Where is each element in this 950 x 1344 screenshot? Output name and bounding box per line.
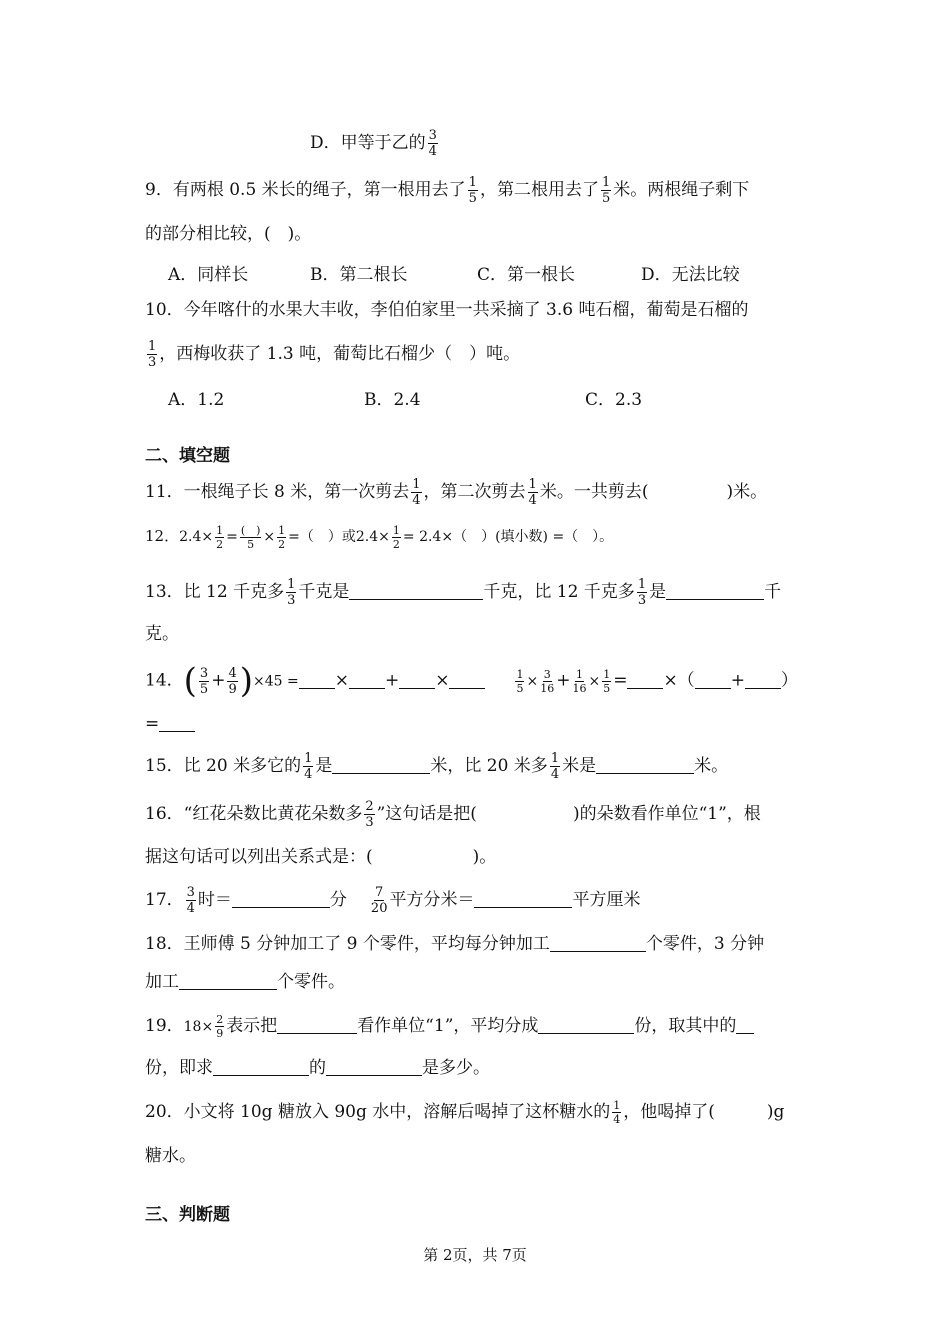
- q19-line1: 19．18× $\frac{2}{9}$ 表示把 看作单位“1”，平均分成 份，取其中的: [145, 1014, 810, 1039]
- fraction: $\frac{3}{4}$: [428, 128, 437, 159]
- answer-blank[interactable]: [449, 670, 485, 689]
- answer-blank[interactable]: [695, 670, 731, 689]
- answer-blank[interactable]: [399, 670, 435, 689]
- answer-blank[interactable]: [349, 581, 483, 600]
- answer-blank[interactable]: [179, 971, 277, 990]
- q10-line2: $\frac{1}{3}$ ，西梅收获了 1.3 吨，葡萄比石榴少（ ）吨。: [148, 339, 521, 370]
- q9-option-c: C．第一根长: [477, 265, 576, 285]
- answer-blank[interactable]: [666, 581, 764, 600]
- q16-line1: 16．“红花朵数比黄花朵数多 $\frac{2}{3}$ ”这句话是把( )的朵数看作单位“1”，根: [145, 799, 761, 830]
- q15: 15．比 20 米多它的 $\frac{1}{4}$ 是 米，比 20 米多 $\frac{1}{4}$ 米是 米。: [145, 751, 729, 782]
- q12: 12．2.4× $\frac{1}{2}$ = ( ) 5 × $\frac{1}{2}$ =（ ）或2.4× $\frac{1}{2}$ = 2.4×（ ）(填小数) =（ ）。: [145, 523, 614, 551]
- answer-blank[interactable]: [332, 755, 430, 774]
- q19-line2: 份，即求 的 是多少。: [145, 1058, 490, 1078]
- fraction: $\frac{1}{2}$: [392, 523, 400, 551]
- answer-blank[interactable]: [596, 755, 694, 774]
- fraction: $\frac{2}{3}$: [365, 799, 374, 830]
- q14-line1: 14．( $\frac{3}{5}$ + $\frac{4}{9}$ )×45 = × + × $\frac{1}{5}$ × $\frac{3}{16}$ + $\frac{1}{16}$ × $\frac{1}{5}$ = ×（ + ）: [145, 661, 798, 701]
- q8-option-d: D．甲等于乙的 $\frac{3}{4}$: [310, 128, 437, 159]
- answer-blank[interactable]: [474, 889, 572, 908]
- q14-line2: =: [145, 712, 810, 736]
- answer-blank[interactable]: [213, 1057, 309, 1076]
- fraction: $\frac{1}{3}$: [637, 577, 647, 608]
- answer-blank[interactable]: [736, 1015, 754, 1034]
- left-paren: (: [183, 661, 197, 701]
- fraction: $\frac{1}{4}$: [412, 477, 421, 508]
- fraction: $\frac{3}{5}$: [199, 665, 209, 697]
- q11: 11．一根绳子长 8 米，第一次剪去 $\frac{1}{4}$ ，第二次剪去 $\frac{1}{4}$ 米。一共剪去( )米。: [145, 477, 768, 508]
- answer-blank[interactable]: [550, 933, 646, 952]
- answer-blank[interactable]: [232, 889, 330, 908]
- right-paren: ): [239, 661, 253, 701]
- answer-blank[interactable]: [538, 1015, 634, 1034]
- page-footer: 第 2页，共 7页: [423, 1246, 527, 1264]
- q20-line2: 糖水。: [145, 1146, 196, 1166]
- q9-option-b: B．第二根长: [310, 265, 408, 285]
- q17: 17． $\frac{3}{4}$ 时＝ 分 $\frac{7}{20}$ 平方分米＝ 平方厘米: [145, 885, 641, 916]
- answer-blank[interactable]: [745, 670, 781, 689]
- fraction: $\frac{1}{4}$: [550, 751, 560, 782]
- q10-option-c: C．2.3: [585, 390, 643, 410]
- q10-option-b: B．2.4: [364, 390, 421, 410]
- q10-option-a: A．1.2: [168, 390, 225, 410]
- fraction: $\frac{1}{3}$: [287, 577, 296, 608]
- fraction: $\frac{1}{5}$: [601, 175, 611, 206]
- q20-line1: 20．小文将 10g 糖放入 90g 水中，溶解后喝掉了这杯糖水的 $\frac{1}{4}$ ，他喝掉了( )g: [145, 1099, 785, 1126]
- fraction: $\frac{1}{4}$: [528, 477, 537, 508]
- q9-option-a: A．同样长: [168, 265, 249, 285]
- fraction: $\frac{3}{4}$: [186, 885, 195, 916]
- fraction: $\frac{1}{5}$: [603, 667, 611, 695]
- fraction: $\frac{1}{2}$: [278, 523, 286, 551]
- answer-blank[interactable]: [299, 670, 335, 689]
- fraction: $\frac{1}{3}$: [148, 339, 157, 370]
- fraction: $\frac{1}{5}$: [468, 175, 477, 206]
- q18-line2: 加工 个零件。: [145, 972, 345, 992]
- q9-line2: 的部分相比较，( )。: [145, 224, 312, 244]
- fraction: ( ) 5: [240, 523, 261, 551]
- fraction: $\frac{4}{9}$: [228, 665, 237, 697]
- fraction: $\frac{7}{20}$: [370, 885, 388, 916]
- q13-line1: 13．比 12 千克多 $\frac{1}{3}$ 千克是 千克，比 12 千克多 $\frac{1}{3}$ 是 千: [145, 577, 782, 608]
- q18-line1: 18．王师傅 5 分钟加工了 9 个零件，平均每分钟加工 个零件，3 分钟: [145, 934, 765, 954]
- fraction: $\frac{1}{4}$: [613, 1099, 621, 1126]
- fraction: $\frac{1}{4}$: [304, 751, 313, 782]
- answer-blank[interactable]: [277, 1015, 357, 1034]
- answer-blank[interactable]: [627, 670, 663, 689]
- answer-blank[interactable]: [159, 713, 195, 732]
- q13-line2: 克。: [145, 624, 179, 644]
- section-heading-true-false: 三、判断题: [145, 1205, 230, 1225]
- fraction: $\frac{1}{5}$: [516, 667, 524, 695]
- q16-line2: 据这句话可以列出关系式是：( )。: [145, 847, 497, 867]
- answer-blank[interactable]: [349, 670, 385, 689]
- fraction: $\frac{1}{2}$: [216, 523, 224, 551]
- fraction: $\frac{1}{16}$: [572, 667, 587, 695]
- q9-line1: 9．有两根 0.5 米长的绳子，第一根用去了 $\frac{1}{5}$ ，第二根用去了 $\frac{1}{5}$ 米。两根绳子剩下: [145, 175, 750, 206]
- section-heading-fill-in: 二、填空题: [145, 446, 230, 466]
- answer-blank[interactable]: [326, 1057, 422, 1076]
- q10-line1: 10．今年喀什的水果大丰收，李伯伯家里一共采摘了 3.6 吨石榴，葡萄是石榴的: [145, 300, 749, 320]
- fraction: $\frac{3}{16}$: [540, 667, 555, 695]
- fraction: $\frac{2}{9}$: [216, 1013, 224, 1040]
- q9-option-d: D．无法比较: [641, 265, 740, 285]
